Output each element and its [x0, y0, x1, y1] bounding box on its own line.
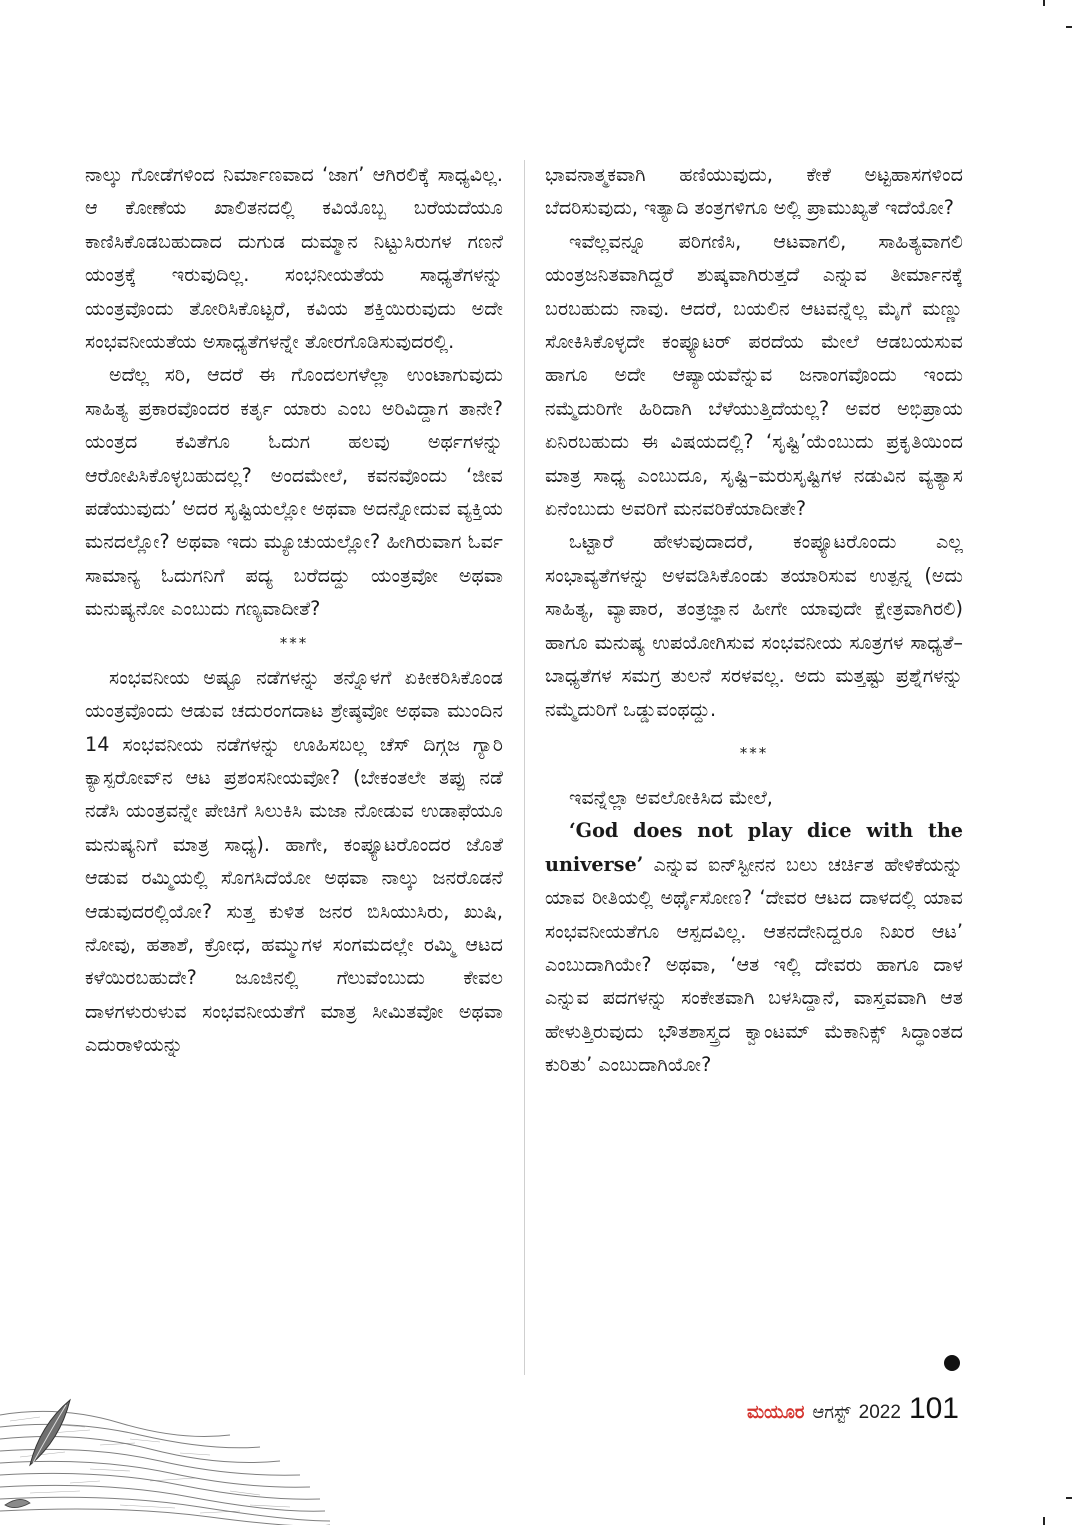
paragraph-einstein-quote — [545, 814, 963, 1081]
crop-mark-right — [1066, 26, 1072, 28]
paragraph-text: ಎನ್ನುವ ಐನ್‌ಸ್ಟೀನನ ಬಲು ಚರ್ಚಿತ ಹೇಳಿಕೆಯನ್ನು ಯಾವ ರೀತಿಯಲ್ಲಿ ಅರ್ಥೈಸೋಣ? ‘ದೇವರ ಆಟದ ದಾಳದಲ್ಲಿ ಯಾವ ಸಂಭವನೀಯತೆಗೂ ಆಸ್ಪದವಿಲ್ಲ. ಆತನದೇನಿದ್ದರೂ ನಿಖರ ಆಟ’ ಎಂಬುದಾಗಿಯೇ? ಅಥವಾ, ‘ಆತ ಇಲ್ಲಿ ದೇವರು ಹಾಗೂ ದಾಳ ಎನ್ನುವ ಪದಗಳನ್ನು ಸಂಕೇತವಾಗಿ ಬಳಸಿದ್ದಾನೆ, ವಾಸ್ತವವಾಗಿ ಆತ ಹೇಳುತ್ತಿರುವುದು ಭೌತಶಾಸ್ತ್ರದ ಕ್ವಾಂಟಮ್ ಮೆಕಾನಿಕ್ಸ್ ಸಿದ್ಧಾಂತದ ಕುರಿತು’ ಎಂಬುದಾಗಿಯೋ? — [545, 852, 963, 1077]
paragraph: ಸಂಭವನೀಯ ಅಷ್ಟೂ ನಡೆಗಳನ್ನು ತನ್ನೊಳಗೆ ಏಕೀಕರಿಸಿಕೊಂಡ ಯಂತ್ರವೊಂದು ಆಡುವ ಚದುರಂಗದಾಟ ಶ್ರೇಷ್ಠವೋ ಅಥವಾ ಮುಂದಿನ 14 ಸಂಭವನೀಯ ನಡೆಗಳನ್ನು ಊಹಿಸಬಲ್ಲ ಚೆಸ್ ದಿಗ್ಗಜ ಗ್ಯಾರಿ ಕ್ಯಾಸ್ಪರೋವ್‌ನ ಆಟ ಪ್ರಶಂಸನೀಯವೋ? (ಬೇಕಂತಲೇ ತಪ್ಪು ನಡೆ ನಡೆಸಿ ಯಂತ್ರವನ್ನೇ ಪೇಚಿಗೆ ಸಿಲುಕಿಸಿ ಮಜಾ ನೋಡುವ ಉಡಾಫೆಯೂ ಮನುಷ್ಯನಿಗೆ ಮಾತ್ರ ಸಾಧ್ಯ). ಹಾಗೇ, ಕಂಪ್ಯೂಟರೊಂದರ ಜೊತೆ ಆಡುವ ರಮ್ಮಿಯಲ್ಲಿ ಸೊಗಸಿದೆಯೋ ಅಥವಾ ನಾಲ್ಕು ಜನರೊಡನೆ ಆಡುವುದರಲ್ಲಿಯೋ? ಸುತ್ತ ಕುಳಿತ ಜನರ ಬಿಸಿಯುಸಿರು, ಖುಷಿ, ನೋವು, ಹತಾಶೆ, ಕ್ರೋಧ, ಹಮ್ಮುಗಳ ಸಂಗಮದಲ್ಲೇ ರಮ್ಮಿ ಆಟದ ಕಳೆಯಿರಬಹುದೇ? ಜೂಜಿನಲ್ಲಿ ಗೆಲುವೆಂಬುದು ಕೇವಲ ದಾಳಗಳುರುಳುವ ಸಂಭವನೀಯತೆಗೆ ಮಾತ್ರ ಸೀಮಿತವೋ ಅಥವಾ ಎದುರಾಳಿಯನ್ನು — [85, 665, 503, 1057]
paragraph: ಅದೆಲ್ಲ ಸರಿ, ಆದರೆ ಈ ಗೊಂದಲಗಳೆಲ್ಲಾ ಉಂಟಾಗುವುದು ಸಾಹಿತ್ಯ ಪ್ರಕಾರವೊಂದರ ಕರ್ತೃ ಯಾರು ಎಂಬ ಅರಿವಿದ್ದಾಗ ತಾನೇ? ಯಂತ್ರದ ಕವಿತೆಗೂ ಓದುಗ ಹಲವು ಅರ್ಥಗಳನ್ನು ಆರೋಪಿಸಿಕೊಳ್ಳಬಹುದಲ್ಲ? ಅಂದಮೇಲೆ, ಕವನವೊಂದು ‘ಜೀವ ಪಡೆಯುವುದು’ ಅದರ ಸೃಷ್ಟಿಯಲ್ಲೋ ಅಥವಾ ಅದನ್ನೋದುವ ವ್ಯಕ್ತಿಯ ಮನದಲ್ಲೋ? ಅಥವಾ ಇದು ಮ್ಯೂಚುಯಲ್ಲೋ? ಹೀಗಿರುವಾಗ ಓರ್ವ ಸಾಮಾನ್ಯ ಓದುಗನಿಗೆ ಪದ್ಯ ಬರೆದದ್ದು ಯಂತ್ರವೋ ಅಥವಾ ಮನುಷ್ಯನೋ ಎಂಬುದು ಗಣ್ಯವಾದೀತೆ? — [85, 363, 503, 621]
left-column — [85, 158, 503, 1062]
section-separator: *** — [739, 743, 769, 762]
paragraph: ನಾಲ್ಕು ಗೋಡೆಗಳಿಂದ ನಿರ್ಮಾಣವಾದ ‘ಜಾಗ’ ಆಗಿರಲಿಕ್ಕೆ ಸಾಧ್ಯವಿಲ್ಲ. ಆ ಕೋಣೆಯ ಖಾಲಿತನದಲ್ಲಿ ಕವಿಯೊಬ್ಬ ಬರೆಯದೆಯೂ ಕಾಣಿಸಿಕೊಡಬಹುದಾದ ದುಗುಡ ದುಮ್ಮಾನ ನಿಟ್ಟುಸಿರುಗಳ ಗಣನೆ ಯಂತ್ರಕ್ಕೆ ಇರುವುದಿಲ್ಲ. ಸಂಭನೀಯತೆಯ ಸಾಧ್ಯತೆಗಳನ್ನು ಯಂತ್ರವೊಂದು ತೋರಿಸಿಕೊಟ್ಟರೆ, ಕವಿಯ ಶಕ್ತಿಯಿರುವುದು ಅದೇ ಸಂಭವನೀಯತೆಯ ಅಸಾಧ್ಯತೆಗಳನ್ನೇ ತೋರಗೊಡಿಸುವುದರಲ್ಲಿ. — [85, 163, 503, 354]
end-of-article-dot — [944, 1355, 960, 1371]
magazine-logo: ಮಯೂರ — [746, 1402, 805, 1423]
paragraph: ಭಾವನಾತ್ಮಕವಾಗಿ ಹಣಿಯುವುದು, ಕೇಕೆ ಅಟ್ಟಹಾಸಗಳಿಂದ ಬೆದರಿಸುವುದು, ಇತ್ಯಾದಿ ತಂತ್ರಗಳಿಗೂ ಅಲ್ಲಿ ಪ್ರಾಮುಖ್ಯತೆ ಇದೆಯೋ? — [545, 163, 963, 220]
right-column — [545, 158, 963, 1082]
issue-year: 2022 — [858, 1402, 901, 1423]
section-separator: *** — [279, 633, 309, 652]
crop-mark-right-bottom — [1066, 1497, 1072, 1499]
paragraph: ಇವನ್ನೆಲ್ಲಾ ಅವಲೋಕಿಸಿದ ಮೇಲೆ, — [569, 785, 773, 809]
column-divider — [524, 160, 525, 1375]
paragraph: ಒಟ್ಟಾರೆ ಹೇಳುವುದಾದರೆ, ಕಂಪ್ಯೂಟರೊಂದು ಎಲ್ಲ ಸಂಭಾವ್ಯತೆಗಳನ್ನು ಅಳವಡಿಸಿಕೊಂಡು ತಯಾರಿಸುವ ಉತ್ಪನ್ನ (ಅದು ಸಾಹಿತ್ಯ, ವ್ಯಾಪಾರ, ತಂತ್ರಜ್ಞಾನ ಹೀಗೇ ಯಾವುದೇ ಕ್ಷೇತ್ರವಾಗಿರಲಿ) ಹಾಗೂ ಮನುಷ್ಯ ಉಪಯೋಗಿಸುವ ಸಂಭವನೀಯ ಸೂತ್ರಗಳ ಸಾಧ್ಯತೆ–ಬಾಧ್ಯತೆಗಳ ಸಮಗ್ರ ತುಲನೆ ಸರಳವಲ್ಲ. ಅದು ಮತ್ತಷ್ಟು ಪ್ರಶ್ನೆಗಳನ್ನು ನಮ್ಮೆದುರಿಗೆ ಒಡ್ಡುವಂಥದ್ದು. — [545, 530, 963, 721]
page-number: 101 — [908, 1392, 959, 1425]
spacer — [545, 726, 963, 736]
crop-mark-bottom — [1043, 1517, 1045, 1525]
decorative-sketch-illustration — [0, 1395, 330, 1525]
english-quote: ‘God does not play dice with the universe’ — [545, 819, 963, 876]
page-footer — [747, 1392, 959, 1426]
spacer — [545, 771, 963, 781]
crop-mark-top — [1043, 0, 1045, 6]
issue-month: ಆಗಸ್ಟ್ — [812, 1402, 851, 1423]
paragraph: ಇವೆಲ್ಲವನ್ನೂ ಪರಿಗಣಿಸಿ, ಆಟವಾಗಲಿ, ಸಾಹಿತ್ಯವಾಗಲಿ ಯಂತ್ರಜನಿತವಾಗಿದ್ದರೆ ಶುಷ್ಕವಾಗಿರುತ್ತದೆ ಎನ್ನುವ ತೀರ್ಮಾನಕ್ಕೆ ಬರಬಹುದು ನಾವು. ಆದರೆ, ಬಯಲಿನ ಆಟವನ್ನೆಲ್ಲ ಮೈಗೆ ಮಣ್ಣು ಸೋಕಿಸಿಕೊಳ್ಳದೇ ಕಂಪ್ಯೂಟರ್ ಪರದೆಯ ಮೇಲೆ ಆಡಬಯಸುವ ಹಾಗೂ ಅದೇ ಆಪ್ಯಾಯವೆನ್ನುವ ಜನಾಂಗವೊಂದು ಇಂದು ನಮ್ಮೆದುರಿಗೇ ಹಿರಿದಾಗಿ ಬೆಳೆಯುತ್ತಿದೆಯಲ್ಲ? ಅವರ ಅಭಿಪ್ರಾಯ ಏನಿರಬಹುದು ಈ ವಿಷಯದಲ್ಲಿ? ‘ಸೃಷ್ಟಿ’ಯೆಂಬುದು ಪ್ರಕೃತಿಯಿಂದ ಮಾತ್ರ ಸಾಧ್ಯ ಎಂಬುದೂ, ಸೃಷ್ಟಿ–ಮರುಸೃಷ್ಟಿಗಳ ನಡುವಿನ ವ್ಯತ್ಯಾಸ ಏನೆಂಬುದು ಅವರಿಗೆ ಮನವರಿಕೆಯಾದೀತೇ? — [545, 229, 963, 521]
